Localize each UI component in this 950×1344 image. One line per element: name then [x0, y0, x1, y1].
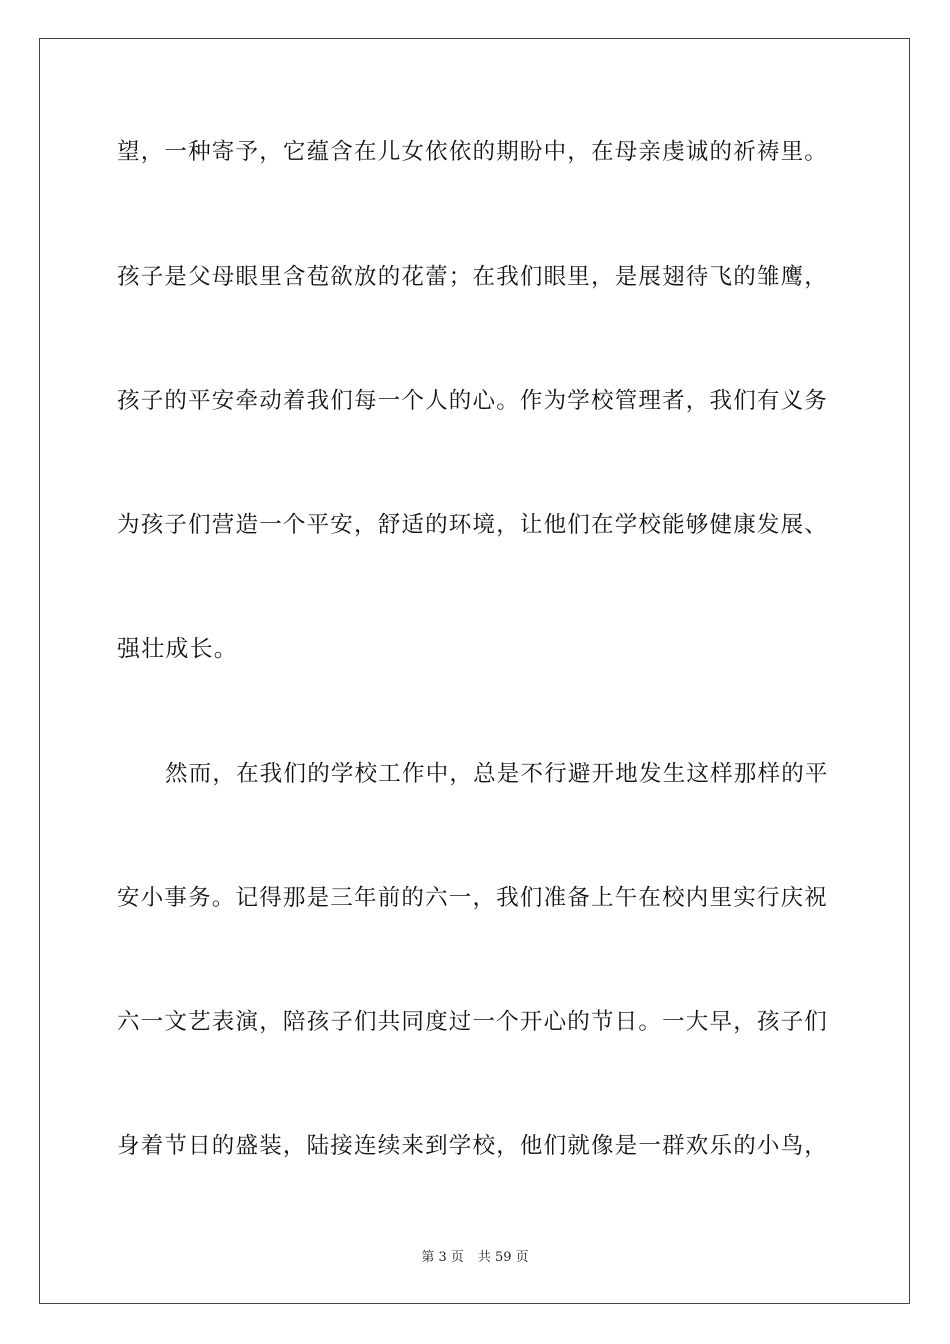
total-pages: 共 59 页	[477, 1250, 529, 1265]
text-line-7: 安小事务。记得那是三年前的六一，我们准备上午在校内里实行庆祝	[117, 885, 829, 911]
text-line-2: 孩子是父母眼里含苞欲放的花蕾；在我们眼里，是展翅待飞的雏鹰，	[117, 264, 829, 290]
text-line-4: 为孩子们营造一个平安，舒适的环境，让他们在学校能够健康发展、	[117, 512, 829, 538]
text-line-1: 望，一种寄予，它蕴含在儿女依依的期盼中，在母亲虔诚的祈祷里。	[117, 139, 829, 165]
page-footer	[0, 1249, 950, 1267]
text-line-8: 六一文艺表演，陪孩子们共同度过一个开心的节日。一大早，孩子们	[117, 1009, 829, 1035]
paragraph-start-line: 然而，在我们的学校工作中，总是不行避开地发生这样那样的平	[165, 761, 829, 787]
page-border	[39, 38, 910, 1304]
text-line-3: 孩子的平安牵动着我们每一个人的心。作为学校管理者，我们有义务	[117, 388, 829, 414]
page-number: 第 3 页	[421, 1250, 464, 1265]
text-line-9: 身着节日的盛装，陆接连续来到学校，他们就像是一群欢乐的小鸟，	[117, 1133, 829, 1159]
text-line-5: 强壮成长。	[117, 636, 238, 662]
